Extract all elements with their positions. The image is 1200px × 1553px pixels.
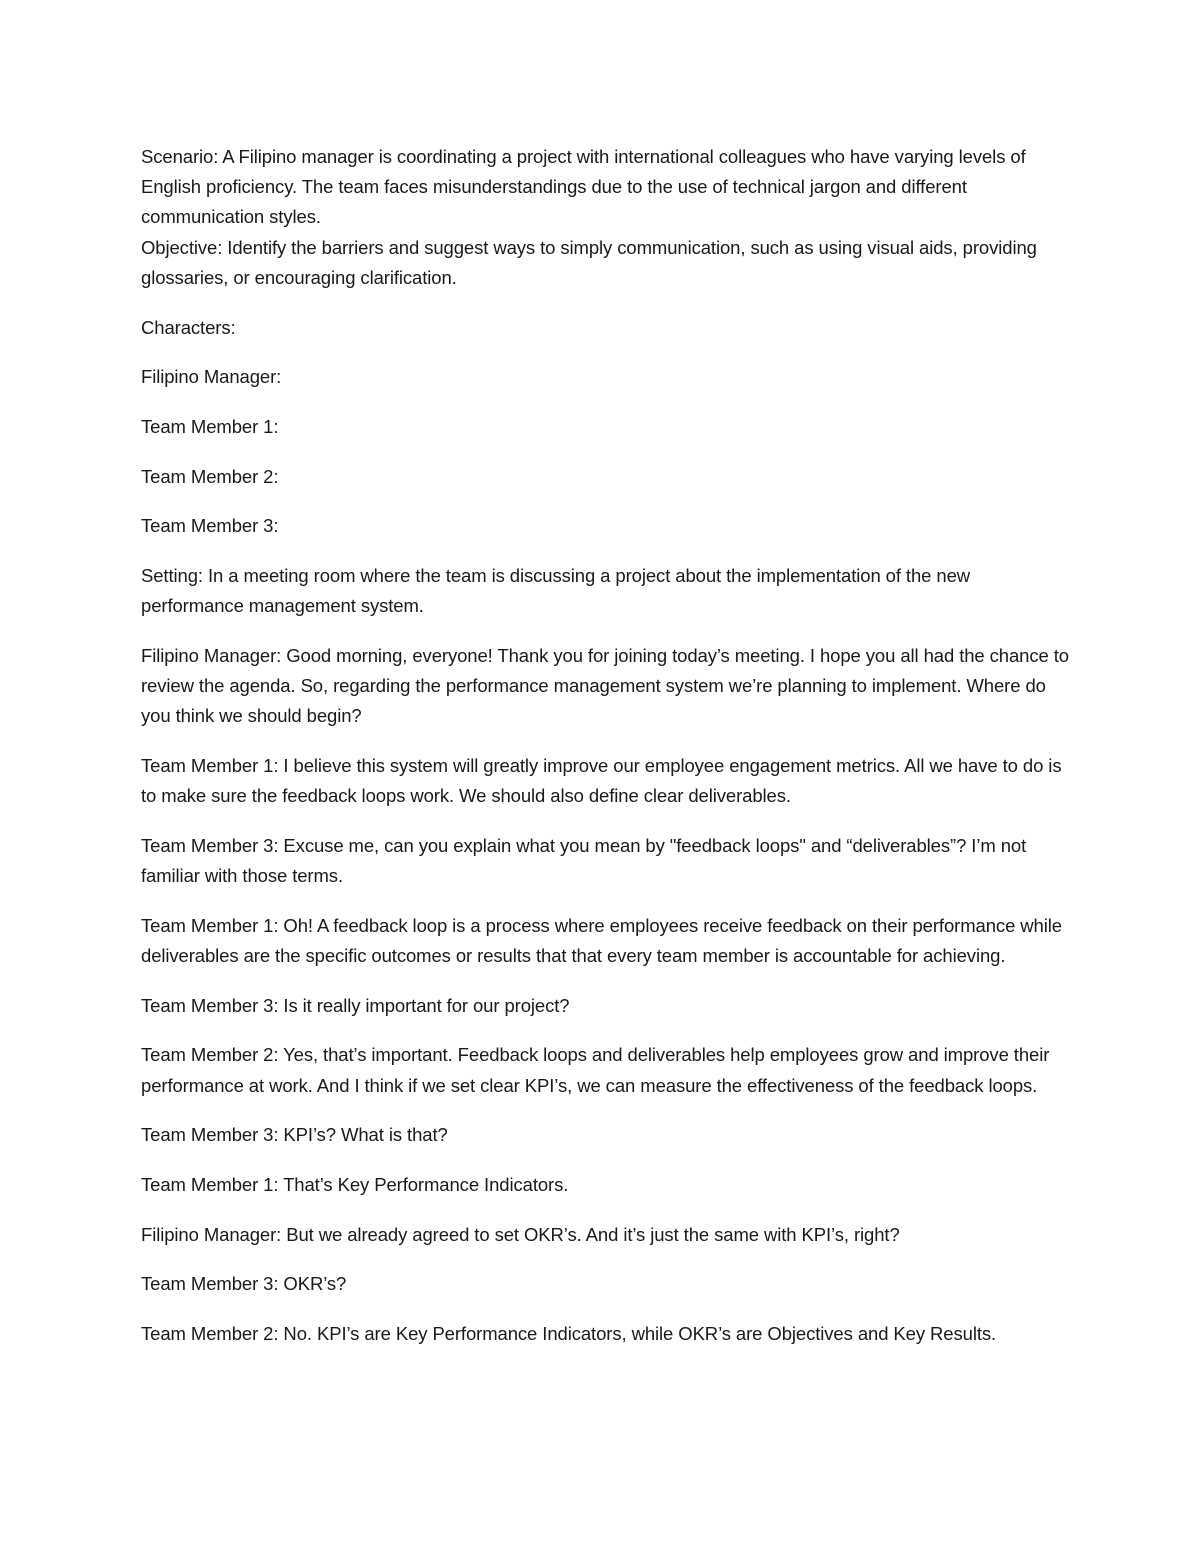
dialogue-line: Team Member 1: That’s Key Performance Indicators. — [141, 1174, 569, 1196]
characters-heading: Characters: — [141, 316, 236, 338]
dialogue-line: Team Member 1: Oh! A feedback loop is a process where employees receive feedback on their performance while deliverables are the specific outcomes or results that that every team member is accountable for achieving. — [141, 914, 1062, 967]
dialogue-line: Team Member 3: Excuse me, can you explain what you mean by "feedback loops" and “deliverables”? I’m not familiar with those terms. — [141, 834, 1027, 887]
dialogue-line: Team Member 3: KPI’s? What is that? — [141, 1124, 448, 1146]
dialogue-line: Filipino Manager: But we already agreed to set OKR’s. And it’s just the same with KPI’s, right? — [141, 1223, 900, 1245]
dialogue-line: Team Member 1: I believe this system will greatly improve our employee engagement metrics. All we have to do is to make sure the feedback loops work. We should also define clear deliverables. — [141, 755, 1062, 807]
character-team-member-2: Team Member 2: — [141, 465, 279, 487]
dialogue-line: Team Member 3: Is it really important for our project? — [141, 994, 570, 1016]
document-body — [141, 142, 1071, 1369]
setting-paragraph: Setting: In a meeting room where the team is discussing a project about the implementation of the new performance management system. — [141, 565, 971, 617]
dialogue-line: Team Member 3: OKR’s? — [141, 1273, 347, 1295]
dialogue-line: Filipino Manager: Good morning, everyone! Thank you for joining today’s meeting. I hope you all had the chance to review the agenda. So, regarding the performance management system we’re planning to implement. Where do you think we should begin? — [141, 644, 1069, 727]
dialogue-line: Team Member 2: Yes, that’s important. Feedback loops and deliverables help employees grow and improve their performance at work. And I think if we set clear KPI’s, we can measure the effectiveness of the feedback loops. — [141, 1044, 1050, 1096]
character-team-member-3: Team Member 3: — [141, 515, 279, 537]
dialogue-line: Team Member 2: No. KPI’s are Key Performance Indicators, while OKR’s are Objectives and Key Results. — [141, 1323, 997, 1345]
character-filipino-manager: Filipino Manager: — [141, 366, 282, 388]
objective-paragraph: Objective: Identify the barriers and suggest ways to simply communication, such as using visual aids, providing glossaries, or encouraging clarification. — [141, 236, 1037, 288]
scenario-paragraph: Scenario: A Filipino manager is coordinating a project with international colleagues who have varying levels of English proficiency. The team faces misunderstandings due to the use of technical jargon and different communication styles. — [141, 146, 1026, 228]
character-team-member-1: Team Member 1: — [141, 415, 279, 437]
